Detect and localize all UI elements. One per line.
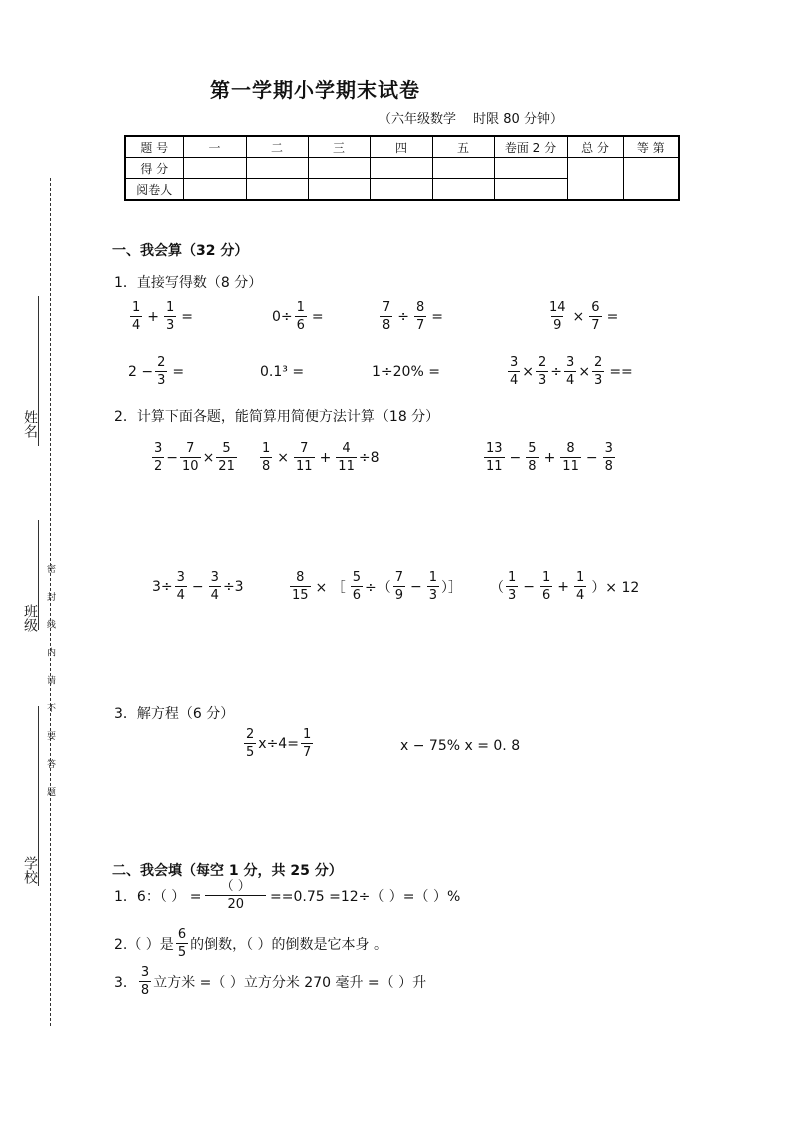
fraction [393,571,405,602]
fraction [216,442,237,473]
table-header-cell: 三 [308,136,370,158]
denominator: 4 [510,373,519,388]
expression-text: 2.（ ）是 [114,936,174,953]
problem-1-2-a [150,442,239,473]
numerator: 1 [262,441,271,456]
expression-text: = [181,308,194,325]
fraction [164,301,176,332]
problem-1-2-b [258,442,379,473]
problem-1-1-h [506,356,636,387]
fraction [209,571,221,602]
table-header-cell: 二 [246,136,308,158]
grader-cell[interactable] [308,179,370,201]
denominator: 3 [166,318,175,333]
numerator: 2 [157,355,166,370]
denominator: 3 [508,588,517,603]
denominator: 6 [296,318,305,333]
table-header-cell: 卷面 2 分 [494,136,567,158]
fraction [414,301,426,332]
numerator: 3 [176,570,185,585]
fraction [244,728,256,759]
expression-text: 3． [114,974,137,991]
numerator: 1 [132,300,141,315]
table-header-cell: 等 第 [623,136,679,158]
numerator: 1 [166,300,175,315]
expression-text: × [277,449,290,466]
fraction [176,928,188,959]
denominator: 8 [262,459,271,474]
fraction [301,728,313,759]
fraction [592,356,604,387]
class-label: 班级 [22,604,38,632]
expression-text: 立方米 =（ ）立方分米 270 毫升 =（ ）升 [153,974,427,991]
fraction [574,571,586,602]
problem-1-2-c [482,442,617,473]
expression-text: ）］ [441,579,463,596]
school-label: 学校 [22,856,38,884]
numerator: 1 [428,570,438,585]
table-header-cell: 题 号 [125,136,183,158]
fraction [547,301,568,332]
denominator: 3 [428,588,438,603]
expression-text: + [557,578,570,595]
fraction [294,442,315,473]
table-row-label: 得 分 [125,158,183,179]
expression-text: 1．6：（ ） = [114,888,202,905]
denominator: 11 [486,459,503,474]
fraction [155,356,167,387]
fraction [175,571,187,602]
numerator: 1 [302,727,312,742]
denominator: 7 [591,318,600,333]
numerator: 3 [140,965,150,980]
page-title: 第一学期小学期末试卷 [210,78,420,102]
expression-text: = [431,308,444,325]
score-cell[interactable] [246,158,308,179]
denominator: 3 [538,373,547,388]
problem-1-2-e [288,571,462,602]
score-cell[interactable] [494,158,567,179]
expression-text: x÷4= [258,735,299,752]
denominator: 9 [394,588,404,603]
table-header-cell: 总 分 [567,136,623,158]
expression-text: ）× 12 [591,579,640,596]
table-header-cell: 四 [370,136,432,158]
fraction [351,571,363,602]
denominator: 7 [302,745,312,760]
question-1-1-label: 1．直接写得数（8 分） [114,275,263,291]
expression-text: ÷（ [365,579,391,596]
equation-b: x − 75% x = 0. 8 [400,738,521,754]
numerator: 8 [296,570,305,585]
denominator: 20 [205,895,266,911]
score-cell[interactable] [308,158,370,179]
fraction [603,442,615,473]
expression-text: − [585,449,598,466]
expression-text: 的倒数，（ ）的倒数是它本身 。 [190,936,388,953]
expression-text: × [578,363,591,380]
grader-cell[interactable] [183,179,246,201]
problem-1-1-g: 1÷20% = [372,364,440,380]
denominator: 6 [542,588,551,603]
numerator: 1 [296,300,305,315]
score-cell[interactable] [370,158,432,179]
numerator: 2 [538,355,547,370]
denominator: 4 [210,588,219,603]
numerator: 8 [416,300,425,315]
grader-cell[interactable] [370,179,432,201]
numerator: 7 [382,300,391,315]
denominator: 4 [132,318,141,333]
grader-cell[interactable] [246,179,308,201]
table-header-cell: 五 [432,136,494,158]
denominator: 15 [292,588,309,603]
numerator: 2 [594,355,603,370]
numerator: （ ） [220,879,251,894]
expression-text: − [523,578,536,595]
expression-text: （ [490,579,504,596]
denominator: 8 [528,459,537,474]
score-cell[interactable] [432,158,494,179]
fraction [484,442,505,473]
expression-text: = [606,308,619,325]
expression-text: − [191,578,204,595]
expression-text: ÷8 [358,449,380,466]
problem-1-1-e [128,356,187,387]
numerator: 3 [210,570,219,585]
denominator: 3 [594,373,603,388]
denominator: 8 [140,983,150,998]
fraction [589,301,601,332]
expression-text: 3÷ [152,578,173,595]
fraction [564,356,576,387]
score-table [124,135,680,201]
denominator: 9 [553,318,562,333]
expression-text: + [147,308,160,325]
numerator: 3 [604,441,613,456]
denominator: 7 [416,318,425,333]
fraction [560,442,581,473]
fill-question-1 [114,880,460,911]
numerator: 6 [591,300,600,315]
fraction [508,356,520,387]
expression-text: − [509,449,522,466]
fraction [205,880,266,911]
problem-1-1-d [545,301,621,332]
expression-text: = [172,363,185,380]
numerator: 7 [186,441,195,456]
total-score-cell[interactable] [567,158,623,201]
expression-text: − [166,449,179,466]
numerator: 2 [246,727,255,742]
numerator: 4 [342,441,351,456]
denominator: 11 [296,459,313,474]
question-1-3-label: 3．解方程（6 分） [114,706,235,722]
fraction [295,301,307,332]
score-cell[interactable] [183,158,246,179]
expression-text: 0÷ [272,308,293,325]
grader-cell[interactable] [432,179,494,201]
numerator: 3 [566,355,575,370]
expression-text: − [410,578,422,595]
fraction [427,571,439,602]
table-row-label: 阅卷人 [125,179,183,201]
fraction [260,442,272,473]
expression-text: + [319,449,332,466]
denominator: 10 [182,459,199,474]
numerator: 1 [508,570,517,585]
expression-text: × ［ [315,579,346,596]
numerator: 6 [177,927,187,942]
numerator: 3 [510,355,519,370]
expression-text: ÷3 [222,578,244,595]
problem-1-2-f [490,571,642,602]
equation-a [242,728,315,759]
section-1-title: 一、我会算（32 分） [112,243,249,259]
problem-1-1-f: 0.1³ = [260,364,305,380]
fill-question-2 [114,928,388,959]
fill-question-3 [114,966,426,997]
numerator: 5 [528,441,537,456]
denominator: 5 [246,745,255,760]
denominator: 5 [177,945,187,960]
question-1-2-label: 2．计算下面各题，能简算用简便方法计算（18 分） [114,409,440,425]
name-label: 姓名 [22,410,38,438]
expression-text: ==0.75 =12÷（ ）=（ ）% [270,888,461,905]
fraction [526,442,538,473]
denominator: 2 [154,459,163,474]
numerator: 3 [154,441,163,456]
denominator: 8 [382,318,391,333]
page-subtitle: （六年级数学 时限 80 分钟） [378,112,563,127]
fraction [290,571,311,602]
numerator: 5 [352,570,362,585]
numerator: 7 [394,570,404,585]
fraction [139,966,151,997]
expression-text: ÷ [550,363,563,380]
denominator: 3 [157,373,166,388]
seal-notice: 密 封 线 内 请 不 要 答 题 [45,564,55,804]
fraction [180,442,201,473]
expression-text: × [202,449,215,466]
fraction [540,571,552,602]
denominator: 21 [218,459,235,474]
fraction [506,571,518,602]
denominator: 11 [338,459,355,474]
expression-text: × [522,363,535,380]
expression-text: × [572,308,585,325]
expression-text: + [543,449,556,466]
grade-cell[interactable] [623,158,679,201]
expression-text: ÷ [397,308,410,325]
expression-text: == [609,363,633,380]
denominator: 11 [562,459,579,474]
problem-1-2-d [152,571,244,602]
grader-cell[interactable] [494,179,567,201]
numerator: 8 [566,441,575,456]
denominator: 8 [604,459,613,474]
expression-text: 2 − [128,363,154,380]
denominator: 4 [176,588,185,603]
denominator: 4 [566,373,575,388]
numerator: 1 [542,570,551,585]
numerator: 5 [222,441,231,456]
fraction [152,442,164,473]
numerator: 14 [549,300,566,315]
fraction [130,301,142,332]
fraction [536,356,548,387]
problem-1-1-b [272,301,327,332]
denominator: 6 [352,588,362,603]
numerator: 1 [576,570,585,585]
numerator: 13 [486,441,503,456]
section-2-title: 二、我会填（每空 1 分，共 25 分） [112,863,343,879]
numerator: 7 [300,441,309,456]
denominator: 4 [576,588,585,603]
fraction [336,442,357,473]
problem-1-1-c [378,301,446,332]
table-header-cell: 一 [183,136,246,158]
expression-text: = [311,308,324,325]
problem-1-1-a [128,301,196,332]
fraction [380,301,392,332]
